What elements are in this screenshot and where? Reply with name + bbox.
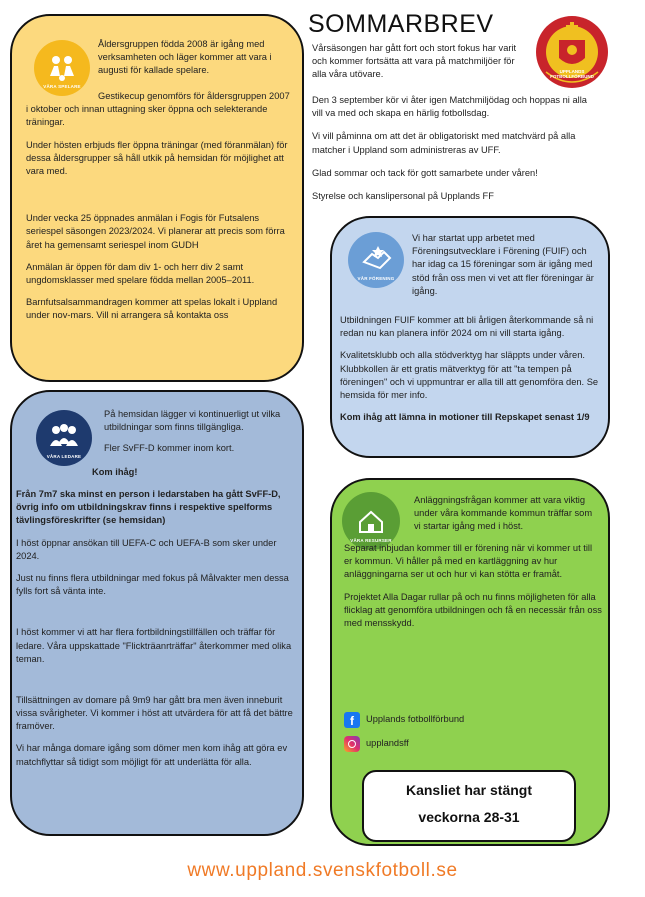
forening-badge [348,232,404,288]
spelare-box [10,14,304,382]
spelare-p1: Åldersgruppen födda 2008 är igång med verksamheten och läger kommer att vara i augusti för kallade spelare. [98,39,272,76]
forening-box [330,216,610,458]
intro-p1: Vårsäsongen har gått fort och stort fokus har varit och kommer fortsätta att vara på matchmiljöer för alla våra utövare. [312,43,517,80]
closed-line2: veckorna 28-31 [418,809,520,825]
instagram-label: upplandsff [366,738,409,748]
resurser-p3: Projektet Alla Dagar rullar på och nu finns möjligheten för alla flicklag att genomföra utbildningen och få en necessär från oss med mensskydd. [344,591,602,628]
ledare-badge [36,410,92,466]
spelare-p5: Anmälan är öppen för dam div 1- och herr div 2 samt ungdomsklasser med spelare födda mellan 2005–2011. [26,261,255,285]
ledare-body [16,488,296,769]
spelare-badge-label: VÅRA SPELARE [43,84,81,89]
resurser-box [330,478,610,846]
ledare-p8: Tillsättningen av domare på 9m9 har gått bra men även inneburit vissa svårigheter. Vi kommer i höst att utvärdera för att få det bättre framöver. [16,694,293,732]
crest-text: UPPLANDS FOTBOLLFÖRBUND [550,69,594,79]
forening-p2: Utbildningen FUIF kommer att bli årligen återkommande så ni redan nu kan planera inför 2024 om ni vill starta igång. [340,315,594,339]
forening-top [412,232,598,298]
forening-p4: Kom ihåg att lämna in motioner till Repskapet senast 1/9 [340,412,590,423]
closed-line1: Kansliet har stängt [405,782,533,798]
footer-url[interactable]: www.uppland.svenskfotboll.se [187,860,458,881]
ledare-top [104,408,294,456]
facebook-icon: f [344,712,360,728]
ledare-p2: Fler SvFF-D kommer inom kort. [104,443,235,454]
intro-section [312,42,530,82]
ledare-p5: I höst öppnar ansökan till UEFA-C och UEFA-B som sker under 2024. [16,537,277,561]
forening-p3: Kvalitetsklubb och alla stödverktyg har släppts under våren. Klubbkollen är ett gratis mätverktyg för att "ta tempen på föreningen" och vi uppmuntrar er alla till att genomföra den. Se hemsida för mer info. [340,350,599,400]
spelare-p2: Gestikecup genomförs för åldersgruppen 2007 i oktober och innan uttagning sker öppna och selekterande träningar. [26,91,290,128]
spelare-p3: Under hösten erbjuds fler öppna träningar (med föranmälan) för dessa åldersgrupper så håll utkik på hemsidan för möjlighet att vara med. [26,139,288,176]
intro-p5: Styrelse och kanslipersonal på Upplands FF [312,190,494,201]
spelare-p4: Under vecka 25 öppnades anmälan i Fogis för Futsalens seriespel säsongen 2023/2024. Vi planerar att precis som förra året ha gemensamt seriespel inom GUDH [26,213,285,250]
ledare-reminder [92,466,137,479]
forening-badge-label: VÅR FÖRENING [357,276,395,281]
office-closed-notice [362,770,576,842]
uff-crest [532,10,612,90]
forening-p1: Vi har startat upp arbetet med Föreningsutvecklare i Förening (FUIF) och har idag ca 15 föreningar som är igång med stöd från oss men vi vet att fler föreningar är igång. [412,233,594,296]
intro-p4: Glad sommar och tack för gott samarbete under våren! [312,167,538,178]
ledare-box [10,390,304,836]
intro-p3: Vi vill påminna om att det är obligatoriskt med matchvärd på alla matcher i Uppland som administreras av UFF. [312,131,576,155]
intro-p2: Den 3 september kör vi åter igen Matchmiljödag och hoppas ni alla vill va med och skapa en härlig fotbollsdag. [312,95,587,119]
forening-body [340,314,602,424]
ledare-p6: Just nu finns flera utbildningar med fokus på Målvakter men dessa fylls fort så vänta inte. [16,572,289,597]
spelare-top [98,38,294,78]
resurser-p1: Anläggningsfrågan kommer att vara viktig under våra kommande kommun träffar som vi startar igång med i höst. [414,495,593,532]
facebook-label: Upplands fotbollförbund [366,714,465,724]
intro-rest [312,94,592,203]
page-title: SOMMARBREV [308,10,494,38]
ledare-badge-label: VÅRA LEDARE [46,454,82,459]
instagram-icon [344,736,360,752]
resurser-badge-label: VÅRA RESURSER [350,538,392,543]
resurser-top [414,494,600,534]
spelare-body [26,90,292,322]
ledare-p3: Kom ihåg! [92,467,138,477]
resurser-body [344,542,602,630]
ledare-p9: Vi har många domare igång som dömer men kom ihåg att göra ev matchflyttar så tidigt som möjligt för att underlätta för alla. [16,743,288,767]
resurser-p2: Separat inbjudan kommer till er förening när vi kommer ut till er kommun. Vi håller på med en kartläggning av hur anläggningarna ser ut och hur vi kan stötta er framåt. [344,543,593,580]
ledare-p4: Från 7m7 ska minst en person i ledarstaben ha gått SvFF-D, övrig info om utbildningskrav finns i respektive spelforms tävlingsföreskrifter (se hemsidan) [16,489,281,526]
ledare-p7: I höst kommer vi att har flera fortbildningstillfällen och träffar för ledare. Våra uppskattade "Flickträanrträffar" återkommer med olika teman. [16,627,292,664]
spelare-badge [34,40,90,96]
spelare-p6: Barnfutsalsammandragen kommer att spelas lokalt i Uppland under nov-mars. Vill ni arrangera så kontakta oss [26,297,278,321]
ledare-p1: På hemsidan lägger vi kontinuerligt ut vilka utbildningar som finns tillgängliga. [104,409,281,433]
